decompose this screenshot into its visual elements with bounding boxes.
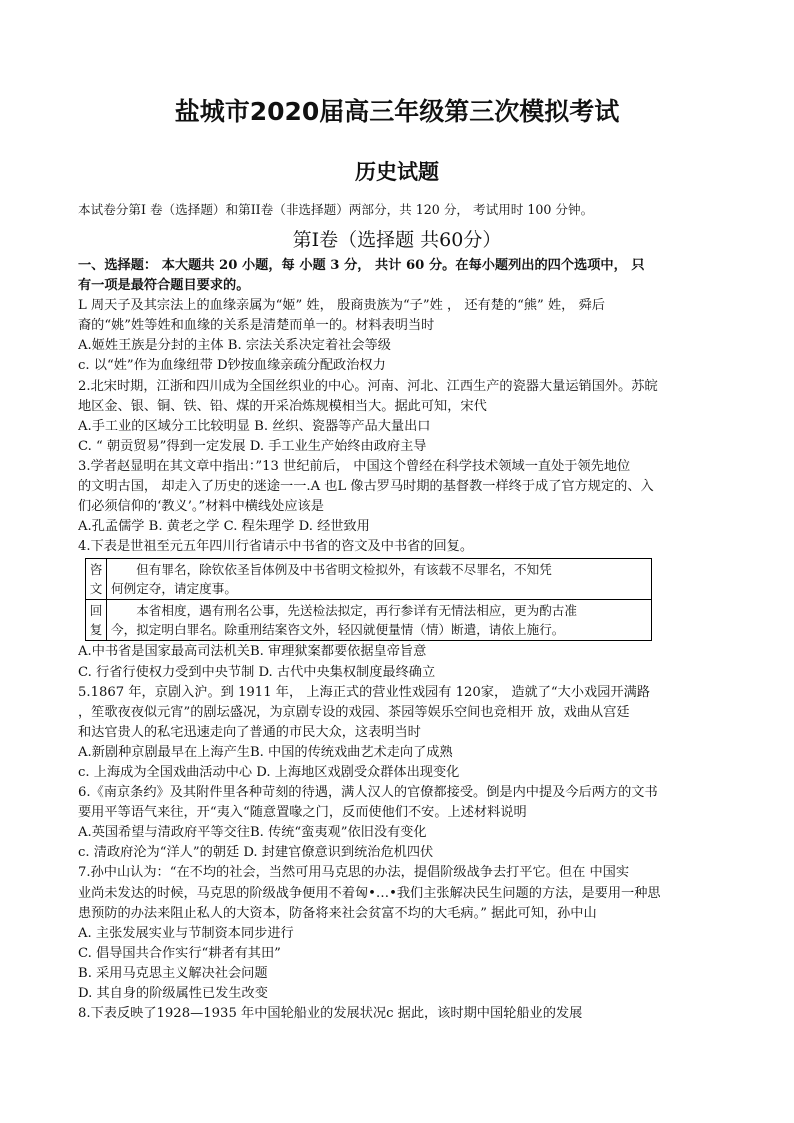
question-stem: 2.北宋时期，江浙和四川成为全国丝织业的中心。河南、河北、江西生产的瓷器大量运销国外。苏皖 (78, 378, 658, 394)
question-option: A.英国希望与清政府平等交往B. 传统“蛮夷观”依旧没有变化 (78, 825, 427, 841)
question-2 (78, 377, 726, 457)
question-option: B. 采用马克思主义解决社会问题 (78, 965, 268, 981)
question-stem: 和达官贵人的私宅迅速走向了普通的市民大众，这表明当时 (78, 724, 421, 740)
question-1 (78, 296, 726, 376)
table-cell-line: 本省相度，遇有刑名公事，先送检法拟定，再行参详有无情法相应，更为酌古准 (136, 603, 577, 619)
question-option: A.新剧种京剧最早在上海产生B. 中国的传统戏曲艺术走向了成熟 (78, 744, 453, 760)
question-stem: 4.下表是世祖至元五年四川行省请示中书省的咨文及中书省的回复。 (78, 539, 474, 555)
question-option: C. 行省行使权力受到中央节制 D. 古代中央集权制度最终确立 (78, 664, 436, 680)
question-option: C. “ 朝贡贸易”得到一定发展 D. 手工业生产始终由政府主导 (78, 438, 427, 454)
question-4 (78, 537, 726, 682)
question-option: c. 清政府沦为“洋人”的朝廷 D. 封建官僚意识到统治危机四伏 (78, 845, 434, 861)
question-6 (78, 783, 726, 863)
document-table (85, 558, 652, 641)
instructions-line: 有一项是最符合题目要求的。 (78, 278, 250, 294)
question-3 (78, 457, 726, 537)
question-option: C. 倡导国共合作实行“耕者有其田” (78, 945, 281, 961)
question-stem: 3.学者赵显明在其文章中指出：”13 世纪前后， 中国这个曾经在科学技术领域一直处于领先地位 (78, 458, 631, 474)
question-stem: 8.下表反映了1928—1935 年中国轮船业的发展状况c 据此，该时期中国轮船业的发展 (78, 1006, 583, 1022)
question-stem: 6.《南京条约》及其附件里各种苛刻的待遇，满人汉人的官僚都接受。倒是内中提及今后两方的文书 (78, 785, 658, 801)
question-option: A.孔孟儒学 B. 黄老之学 C. 程朱理学 D. 经世致用 (78, 519, 370, 535)
instructions-line: 一、选择题： 本大题共 20 小题，每 小题 3 分， 共计 60 分。在每小题列出的四个选项中， 只 (78, 258, 645, 273)
question-7 (78, 863, 726, 1004)
table-cell-line: 但有罪名，除钦依圣旨体例及中书省明文检拟外，有该载不尽罪名，不知凭 (136, 562, 552, 578)
question-stem: 的文明古国， 却走入了历史的迷途一一.A 也L 像古罗马时期的基督教一样终于成了官方规定的、入 (78, 479, 654, 495)
question-option: D. 其自身的阶级属性已发生改变 (78, 986, 268, 1001)
question-stem: L 周天子及其宗法上的血缘亲属为“姬” 姓， 殷商贵族为“子”姓 ， 还有楚的“熊” 姓， 舜后 (78, 298, 605, 314)
table-row-content (107, 600, 652, 641)
table-row-content (107, 559, 652, 600)
table-cell-line: 何例定夺，请定度事。 (111, 581, 237, 597)
question-stem: 地区金、银、铜、铁、铅、煤的开采冶炼规模相当大。据此可知，宋代 (78, 398, 487, 414)
table-row-key: 回复 (86, 600, 107, 641)
table-row-key: 咨文 (86, 559, 107, 600)
question-option: A.中书省是国家最高司法机关B. 审理狱案都要依据皇帝旨意 (78, 644, 427, 660)
exam-title: 盐城市2020届高三年级第三次模拟考试 (174, 97, 620, 126)
question-stem: 患预防的办法来阻止私人的大资本，防备将来社会贫富不均的大毛病。” 据此可知，孙中山 (78, 905, 597, 921)
exam-intro: 本试卷分第I 卷（选择题）和第II卷（非选择题）两部分，共 120 分， 考试用时 100 分钟。 (78, 202, 594, 217)
question-stem: 业尚未发达的时候，马克思的阶级战争便用不着匈•…•我们主张解决民生问题的方法，是要用一种思 (78, 885, 661, 901)
exam-subtitle: 历史试题 (355, 160, 439, 184)
question-option: A.姬姓王族是分封的主体 B. 宗法关系决定着社会等级 (78, 338, 391, 354)
question-8 (78, 1004, 726, 1024)
question-option: c. 以“姓”作为血缘纽带 D钞按血缘亲疏分配政治权力 (78, 358, 386, 374)
question-stem: 要用平等语气来往，开“夷入“随意置喙之门，反而使他们不安。上述材料说明 (78, 805, 527, 821)
question-body (78, 256, 726, 1024)
question-option: A. 主张发展实业与节制资本同步进行 (78, 925, 294, 941)
section-title: 第I卷（选择题 共60分） (292, 229, 502, 251)
table-cell-line: 今，拟定明白罪名。除重刑结案咨文外，轻囚就便量情（情）断遣，请依上施行。 (111, 622, 565, 638)
question-stem: 7.孙中山认为：“在不均的社会，当然可用马克思的办法，提倡阶级战争去打平它。但在 中国实 (78, 865, 630, 881)
table-row (86, 600, 652, 641)
question-option: c. 上海成为全国戏曲活动中心 D. 上海地区戏剧受众群体出现变化 (78, 764, 460, 780)
question-5 (78, 683, 726, 783)
question-option: A.手工业的区域分工比较明显 B. 丝织、瓷器等产品大量出口 (78, 418, 431, 434)
question-stem: 5.1867 年，京剧入沪。到 1911 年， 上海正式的营业性戏园有 120家， 造就了“大小戏园开满路 (78, 684, 650, 700)
table-row (86, 559, 652, 600)
question-stem: 们必须信仰的‘教义’。”材料中横线处应该是 (78, 499, 324, 515)
question-stem: 裔的“姚”姓等姓和血缘的关系是清楚而单一的。材料表明当时 (78, 318, 435, 334)
question-stem: ，笙歌夜夜似元宵”的剧坛盛况，为京剧专设的戏园、茶园等娱乐空间也竞相开 放，戏曲从宫廷 (78, 704, 630, 720)
